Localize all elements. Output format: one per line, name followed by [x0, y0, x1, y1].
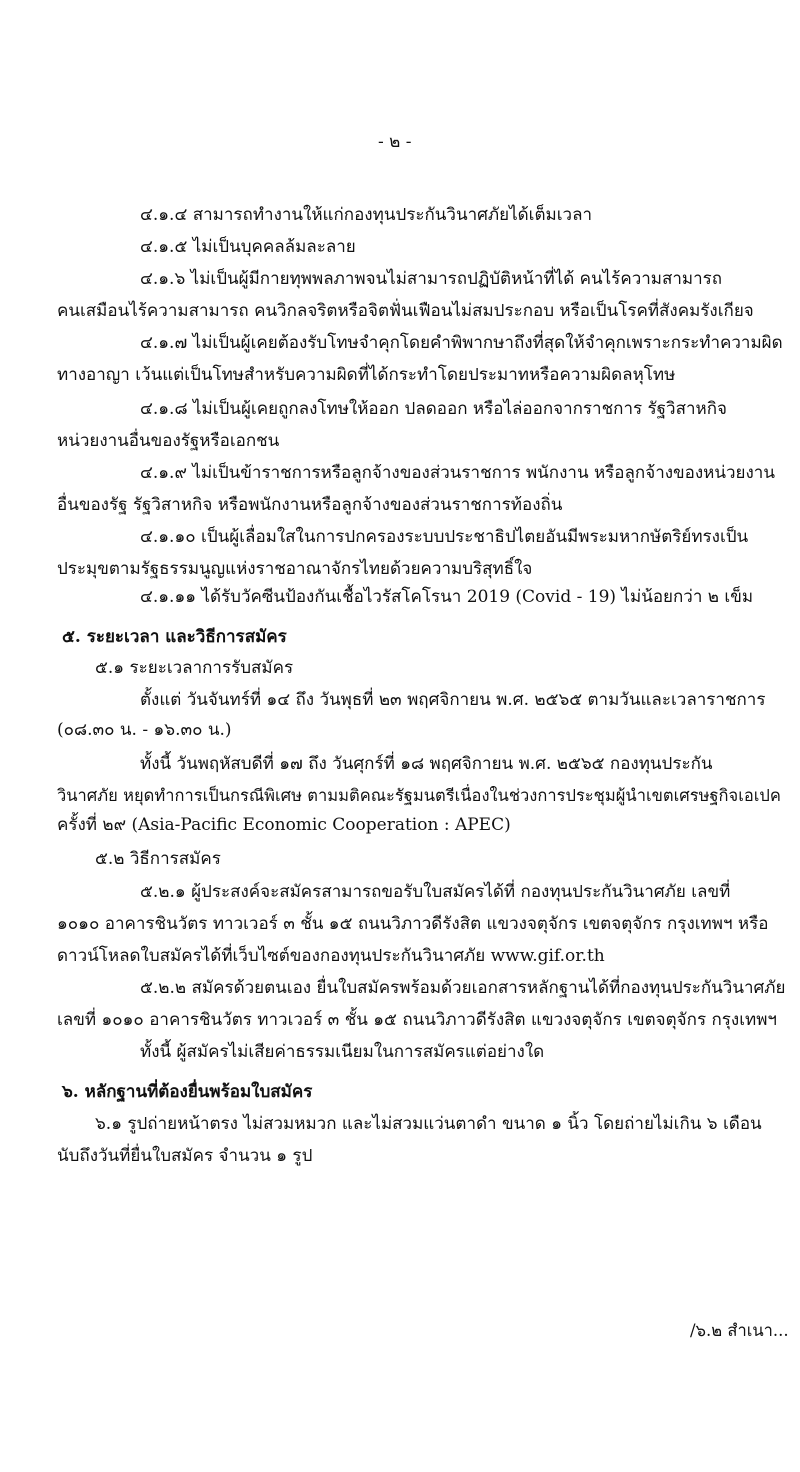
item-5-2-2-line2: เลขที่ ๑๐๑๐ อาคารชินวัตร ทาวเวอร์ ๓ ชั้น ๑๕ ถนนวิภาวดีรังสิต แขวงจตุจักร เขตจตุจักร กรุงเทพฯ — [57, 1010, 777, 1030]
item-4-1-11: ๔.๑.๑๑ ได้รับวัคซีนป้องกันเชื้อไวรัสโคโรนา 2019 (Covid - 19) ไม่น้อยกว่า ๒ เข็ม — [140, 587, 754, 607]
item-4-1-8-line1: ๔.๑.๘ ไม่เป็นผู้เคยถูกลงโทษให้ออก ปลดออก หรือไล่ออกจากราชการ รัฐวิสาหกิจ — [140, 399, 727, 419]
item-6-1-line2: นับถึงวันที่ยื่นใบสมัคร จำนวน ๑ รูป — [57, 1146, 313, 1166]
item-4-1-4: ๔.๑.๔ สามารถทำงานให้แก่กองทุนประกันวินาศภัยได้เต็มเวลา — [140, 205, 593, 225]
closure-notice-line2: วินาศภัย หยุดทำการเป็นกรณีพิเศษ ตามมติคณะรัฐมนตรีเนื่องในช่วงการประชุมผู้นำเขตเศรษฐกิจเอเปค — [57, 786, 781, 805]
period-line1: ตั้งแต่ วันจันทร์ที่ ๑๔ ถึง วันพุธที่ ๒๓ พฤศจิกายน พ.ศ. ๒๕๖๕ ตามวันและเวลาราชการ — [140, 690, 766, 710]
closure-notice-line1: ทั้งนี้ วันพฤหัสบดีที่ ๑๗ ถึง วันศุกร์ที่ ๑๘ พฤศจิกายน พ.ศ. ๒๕๖๕ กองทุนประกัน — [140, 754, 713, 774]
page-number: - ๒ - — [378, 132, 412, 152]
section-5-heading: ๕. ระยะเวลา และวิธีการสมัคร — [62, 627, 287, 647]
fee-note: ทั้งนี้ ผู้สมัครไม่เสียค่าธรรมเนียมในการสมัครแต่อย่างใด — [140, 1042, 545, 1062]
item-4-1-5: ๔.๑.๕ ไม่เป็นบุคคลล้มละลาย — [140, 237, 356, 257]
item-5-2-2-line1: ๕.๒.๒ สมัครด้วยตนเอง ยื่นใบสมัครพร้อมด้วยเอกสารหลักฐานได้ที่กองทุนประกันวินาศภัย — [140, 978, 786, 998]
item-6-1-line1: ๖.๑ รูปถ่ายหน้าตรง ไม่สวมหมวก และไม่สวมแว่นตาดำ ขนาด ๑ นิ้ว โดยถ่ายไม่เกิน ๖ เดือน — [95, 1114, 762, 1134]
item-4-1-9-line2: อื่นของรัฐ รัฐวิสาหกิจ หรือพนักงานหรือลูกจ้างของส่วนราชการท้องถิ่น — [57, 495, 563, 515]
item-4-1-7-line2: ทางอาญา เว้นแต่เป็นโทษสำหรับความผิดที่ได้กระทำโดยประมาทหรือความผิดลหุโทษ — [57, 365, 676, 385]
item-4-1-10-line2: ประมุขตามรัฐธรรมนูญแห่งราชอาณาจักรไทยด้วยความบริสุทธิ์ใจ — [57, 559, 533, 579]
item-4-1-6-line1: ๔.๑.๖ ไม่เป็นผู้มีกายทุพพลภาพจนไม่สามารถปฏิบัติหน้าที่ได้ คนไร้ความสามารถ — [140, 269, 723, 289]
continuation-note: /๖.๒ สำเนา... — [690, 1321, 789, 1340]
item-4-1-7-line1: ๔.๑.๗ ไม่เป็นผู้เคยต้องรับโทษจำคุกโดยคำพิพากษาถึงที่สุดให้จำคุกเพราะกระทำความผิด — [140, 333, 783, 353]
item-5-2-1-line2: ๑๐๑๐ อาคารชินวัตร ทาวเวอร์ ๓ ชั้น ๑๕ ถนนวิภาวดีรังสิต แขวงจตุจักร เขตจตุจักร กรุงเทพฯ หรือ — [57, 914, 769, 934]
item-4-1-6-line2: คนเสมือนไร้ความสามารถ คนวิกลจริตหรือจิตฟั่นเฟือนไม่สมประกอบ หรือเป็นโรคที่สังคมรังเกียจ — [57, 301, 754, 321]
item-5-2-1-line3: ดาวน์โหลดใบสมัครได้ที่เว็บไซต์ของกองทุนประกันวินาศภัย www.gif.or.th — [57, 946, 605, 966]
item-4-1-10-line1: ๔.๑.๑๐ เป็นผู้เลื่อมใสในการปกครองระบบประชาธิปไตยอันมีพระมหากษัตริย์ทรงเป็น — [140, 527, 749, 547]
item-4-1-9-line1: ๔.๑.๙ ไม่เป็นข้าราชการหรือลูกจ้างของส่วนราชการ พนักงาน หรือลูกจ้างของหน่วยงาน — [140, 463, 775, 483]
subsection-5-2: ๕.๒ วิธีการสมัคร — [95, 849, 221, 869]
subsection-5-1: ๕.๑ ระยะเวลาการรับสมัคร — [95, 658, 294, 678]
section-6-heading: ๖. หลักฐานที่ต้องยื่นพร้อมใบสมัคร — [62, 1082, 313, 1102]
period-line2: (๐๘.๓๐ น. - ๑๖.๓๐ น.) — [57, 720, 232, 740]
item-5-2-1-line1: ๕.๒.๑ ผู้ประสงค์จะสมัครสามารถขอรับใบสมัครได้ที่ กองทุนประกันวินาศภัย เลขที่ — [140, 882, 731, 902]
closure-notice-line3: ครั้งที่ ๒๙ (Asia-Pacific Economic Cooperation : APEC) — [57, 815, 511, 835]
item-4-1-8-line2: หน่วยงานอื่นของรัฐหรือเอกชน — [57, 431, 280, 451]
